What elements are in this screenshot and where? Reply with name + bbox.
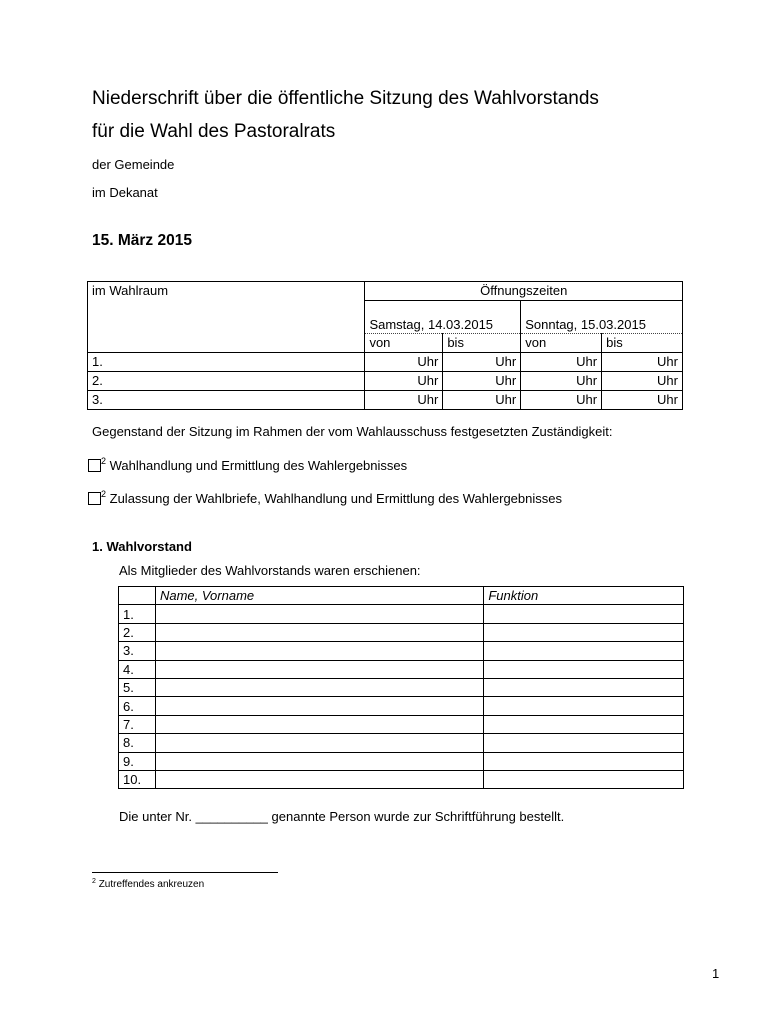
table-row xyxy=(119,752,684,770)
footnote xyxy=(92,878,204,890)
room-label: im Wahlraum xyxy=(92,283,169,298)
members-header-name: Name, Vorname xyxy=(155,587,483,605)
member-number: 6. xyxy=(119,697,156,715)
day2-bis: bis xyxy=(602,334,683,353)
dekanat-label: im Dekanat xyxy=(92,185,158,200)
uhr-cell[interactable]: Uhr xyxy=(521,372,602,391)
uhr-cell[interactable]: Uhr xyxy=(602,353,683,372)
members-header-number xyxy=(119,587,156,605)
table-row xyxy=(119,678,684,696)
document-title-line2: für die Wahl des Pastoralrats xyxy=(92,121,336,142)
table-row xyxy=(119,605,684,623)
member-name-cell[interactable] xyxy=(155,734,483,752)
member-name-cell[interactable] xyxy=(155,752,483,770)
day1-bis: bis xyxy=(443,334,521,353)
hours-row-number: 3. xyxy=(88,391,365,410)
hours-row xyxy=(88,372,683,391)
day2-header: Sonntag, 15.03.2015 xyxy=(521,301,683,334)
member-number: 4. xyxy=(119,660,156,678)
hours-row xyxy=(88,353,683,372)
members-header-row xyxy=(119,587,684,605)
uhr-cell[interactable]: Uhr xyxy=(521,353,602,372)
member-number: 1. xyxy=(119,605,156,623)
uhr-cell[interactable]: Uhr xyxy=(365,372,443,391)
option1-label: Wahlhandlung und Ermittlung des Wahlergebnisses xyxy=(109,458,408,473)
schriftfuehrung-number-blank[interactable]: __________ xyxy=(195,809,268,824)
hours-row xyxy=(88,391,683,410)
member-function-cell[interactable] xyxy=(484,697,684,715)
day1-von: von xyxy=(365,334,443,353)
day2-von: von xyxy=(521,334,602,353)
option2-label: Zulassung der Wahlbriefe, Wahlhandlung und Ermittlung des Wahlergebnisses xyxy=(109,491,562,506)
member-name-cell[interactable] xyxy=(155,715,483,733)
member-name-cell[interactable] xyxy=(155,623,483,641)
schriftfuehrung-sentence xyxy=(119,809,564,824)
table-row xyxy=(119,770,684,788)
member-name-cell[interactable] xyxy=(155,642,483,660)
page-number: 1 xyxy=(712,966,720,981)
option1-checkbox[interactable] xyxy=(88,459,101,472)
table-row xyxy=(119,623,684,641)
subject-intro: Gegenstand der Sitzung im Rahmen der vom Wahlausschuss festgesetzten Zuständigkeit: xyxy=(92,424,613,439)
member-number: 8. xyxy=(119,734,156,752)
day1-header: Samstag, 14.03.2015 xyxy=(365,301,521,334)
member-name-cell[interactable] xyxy=(155,678,483,696)
option2-row xyxy=(88,489,562,506)
table-row xyxy=(119,734,684,752)
option2-footnote-ref: 2 xyxy=(101,489,107,499)
uhr-cell[interactable]: Uhr xyxy=(602,372,683,391)
table-row xyxy=(119,697,684,715)
member-number: 5. xyxy=(119,678,156,696)
election-date: 15. März 2015 xyxy=(92,232,192,249)
section1-heading: 1. Wahlvorstand xyxy=(92,539,192,554)
member-function-cell[interactable] xyxy=(484,660,684,678)
footnote-number: 2 xyxy=(92,878,96,885)
member-function-cell[interactable] xyxy=(484,715,684,733)
hours-row-number: 2. xyxy=(88,372,365,391)
member-number: 3. xyxy=(119,642,156,660)
option1-row xyxy=(88,456,407,473)
member-number: 2. xyxy=(119,623,156,641)
uhr-cell[interactable]: Uhr xyxy=(443,372,521,391)
member-name-cell[interactable] xyxy=(155,605,483,623)
member-name-cell[interactable] xyxy=(155,770,483,788)
member-function-cell[interactable] xyxy=(484,605,684,623)
opening-hours-table xyxy=(87,281,683,410)
member-name-cell[interactable] xyxy=(155,697,483,715)
table-row xyxy=(119,660,684,678)
footnote-divider xyxy=(92,872,278,873)
uhr-cell[interactable]: Uhr xyxy=(443,353,521,372)
member-function-cell[interactable] xyxy=(484,678,684,696)
document-title-line1: Niederschrift über die öffentliche Sitzung des Wahlvorstands xyxy=(92,88,599,109)
uhr-cell[interactable]: Uhr xyxy=(365,391,443,410)
option1-footnote-ref: 2 xyxy=(101,456,107,466)
members-header-function: Funktion xyxy=(484,587,684,605)
hours-row-number: 1. xyxy=(88,353,365,372)
member-function-cell[interactable] xyxy=(484,642,684,660)
uhr-cell[interactable]: Uhr xyxy=(521,391,602,410)
uhr-cell[interactable]: Uhr xyxy=(443,391,521,410)
option2-checkbox[interactable] xyxy=(88,492,101,505)
member-function-cell[interactable] xyxy=(484,734,684,752)
table-row xyxy=(119,715,684,733)
members-table xyxy=(118,586,684,789)
uhr-cell[interactable]: Uhr xyxy=(365,353,443,372)
member-name-cell[interactable] xyxy=(155,660,483,678)
member-number: 7. xyxy=(119,715,156,733)
opening-hours-header: Öffnungszeiten xyxy=(365,282,683,301)
member-function-cell[interactable] xyxy=(484,623,684,641)
uhr-cell[interactable]: Uhr xyxy=(602,391,683,410)
member-function-cell[interactable] xyxy=(484,770,684,788)
sentence-before: Die unter Nr. xyxy=(119,809,192,824)
section1-intro: Als Mitglieder des Wahlvorstands waren erschienen: xyxy=(119,563,421,578)
member-function-cell[interactable] xyxy=(484,752,684,770)
room-label-cell xyxy=(88,282,365,353)
table-row xyxy=(119,642,684,660)
gemeinde-label: der Gemeinde xyxy=(92,157,175,172)
member-number: 9. xyxy=(119,752,156,770)
member-number: 10. xyxy=(119,770,156,788)
footnote-text: Zutreffendes ankreuzen xyxy=(98,879,205,890)
sentence-after: genannte Person wurde zur Schriftführung bestellt. xyxy=(271,809,565,824)
